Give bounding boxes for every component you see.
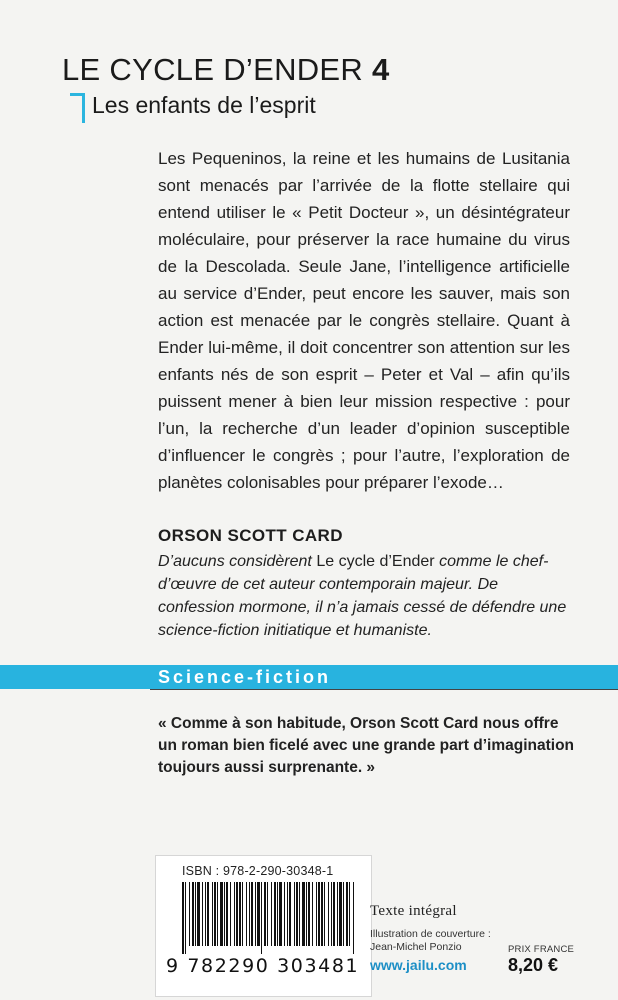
barcode-bar — [321, 882, 323, 946]
barcode-bar — [242, 882, 243, 946]
barcode-bar — [257, 882, 260, 946]
isbn-text: ISBN : 978-2-290-30348-1 — [182, 864, 334, 878]
barcode-bar — [294, 882, 295, 946]
barcode-bar — [207, 882, 209, 946]
barcode-bar — [299, 882, 300, 946]
barcode-bar — [271, 882, 272, 946]
author-desc-intro: D’aucuns considèrent — [158, 553, 312, 570]
barcode-bar — [339, 882, 342, 946]
barcode-bar — [353, 882, 354, 954]
barcode-bar — [284, 882, 285, 946]
barcode-bar — [289, 882, 291, 946]
barcode-bar — [264, 882, 266, 946]
illustration-credit — [370, 928, 491, 954]
barcode-bar — [197, 882, 200, 946]
price-value: 8,20 € — [508, 955, 559, 975]
barcode-bar — [185, 882, 186, 954]
series-name: LE CYCLE D’ENDER — [62, 52, 364, 87]
barcode-bar — [308, 882, 310, 946]
barcode-bar — [239, 882, 241, 946]
barcode-bar — [306, 882, 307, 946]
genre-divider — [150, 689, 618, 690]
price-label: PRIX FRANCE — [508, 944, 575, 955]
barcode-bar — [296, 882, 298, 946]
barcode-bar — [226, 882, 228, 946]
barcode-bar — [324, 882, 325, 946]
barcode-bar — [287, 882, 288, 946]
barcode-bar — [318, 882, 320, 946]
barcode-bar — [261, 882, 262, 954]
barcode-bar — [333, 882, 335, 946]
barcode-bar — [195, 882, 196, 946]
book-subtitle: Les enfants de l’esprit — [92, 92, 316, 118]
barcode-bar — [343, 882, 344, 946]
author-description — [158, 550, 573, 642]
barcode-bar — [217, 882, 218, 946]
barcode-bar — [255, 882, 256, 946]
barcode-bar — [224, 882, 225, 946]
barcode-bar — [202, 882, 203, 946]
genre-band — [0, 665, 618, 689]
barcode-bar — [212, 882, 213, 946]
illustration-credit-name: Jean-Michel Ponzio — [370, 941, 462, 953]
corner-bracket-decoration — [70, 93, 85, 123]
barcode-bar — [349, 882, 350, 946]
barcode-bar — [182, 882, 184, 954]
barcode-bar — [236, 882, 238, 946]
publisher-website[interactable]: www.jailu.com — [370, 957, 467, 973]
barcode-bar — [220, 882, 223, 946]
barcode-bar — [277, 882, 278, 946]
barcode-bar — [274, 882, 276, 946]
barcode-bar — [205, 882, 206, 946]
illustration-credit-label: Illustration de couverture : — [370, 928, 491, 940]
barcode-bar — [279, 882, 282, 946]
barcode-bar — [230, 882, 231, 946]
barcode-bar — [337, 882, 338, 946]
barcode-image — [180, 882, 360, 954]
barcode-bar — [246, 882, 247, 946]
author-desc-series-title: Le cycle d’Ender — [311, 553, 440, 570]
barcode-bar — [189, 882, 190, 946]
barcode-bar — [328, 882, 329, 946]
barcode-bar — [214, 882, 216, 946]
press-quote: « Comme à son habitude, Orson Scott Card nous offre un roman bien ficelé avec une grande part d’imagination toujours aussi surprenante. » — [158, 715, 575, 776]
genre-label: Science-fiction — [158, 665, 337, 689]
barcode-bar — [312, 882, 313, 946]
barcode-bar — [267, 882, 268, 946]
author-name: ORSON SCOTT CARD — [158, 526, 343, 545]
series-title — [62, 52, 390, 88]
barcode-bar — [346, 882, 348, 946]
volume-number: 4 — [372, 52, 390, 87]
barcode-bar — [316, 882, 317, 946]
author-section — [158, 526, 573, 642]
author-desc-rest: comme le chef-d’œuvre de cet auteur contemporain majeur. De confession mormone, il n’a jamais cessé de défendre une science-fiction initiatique et humaniste. — [158, 553, 567, 639]
barcode-bar — [331, 882, 332, 946]
barcode-bar — [234, 882, 235, 946]
barcode-digits: 9 782290 303481 — [166, 955, 360, 977]
barcode-bar — [251, 882, 253, 946]
barcode-bar — [249, 882, 250, 946]
barcode-bar — [302, 882, 305, 946]
barcode-bar — [192, 882, 194, 946]
texte-integral-label: Texte intégral — [370, 903, 457, 919]
synopsis-text: Les Pequeninos, la reine et les humains de Lusitania sont menacés par l’arrivée de la flotte stellaire qui entend utiliser le « Petit Docteur », un désintégrateur moléculaire, pour préserver la race humaine du virus de la Descolada. Seule Jane, l’intelligence artificielle au service d’Ender, peut encore les sauver, mais son action est menacée par le congrès stellaire. Quant à Ender lui-même, il doit concentrer son attention sur les enfants nés de son esprit – Peter et Val – afin qu’ils puissent mener à bien leur mission respective : pour l’un, la recherche d’un leader d’opinion susceptible d’influencer le congrès ; pour l’autre, l’exploration de planètes colonisables pour préparer l’exode… — [158, 149, 570, 492]
